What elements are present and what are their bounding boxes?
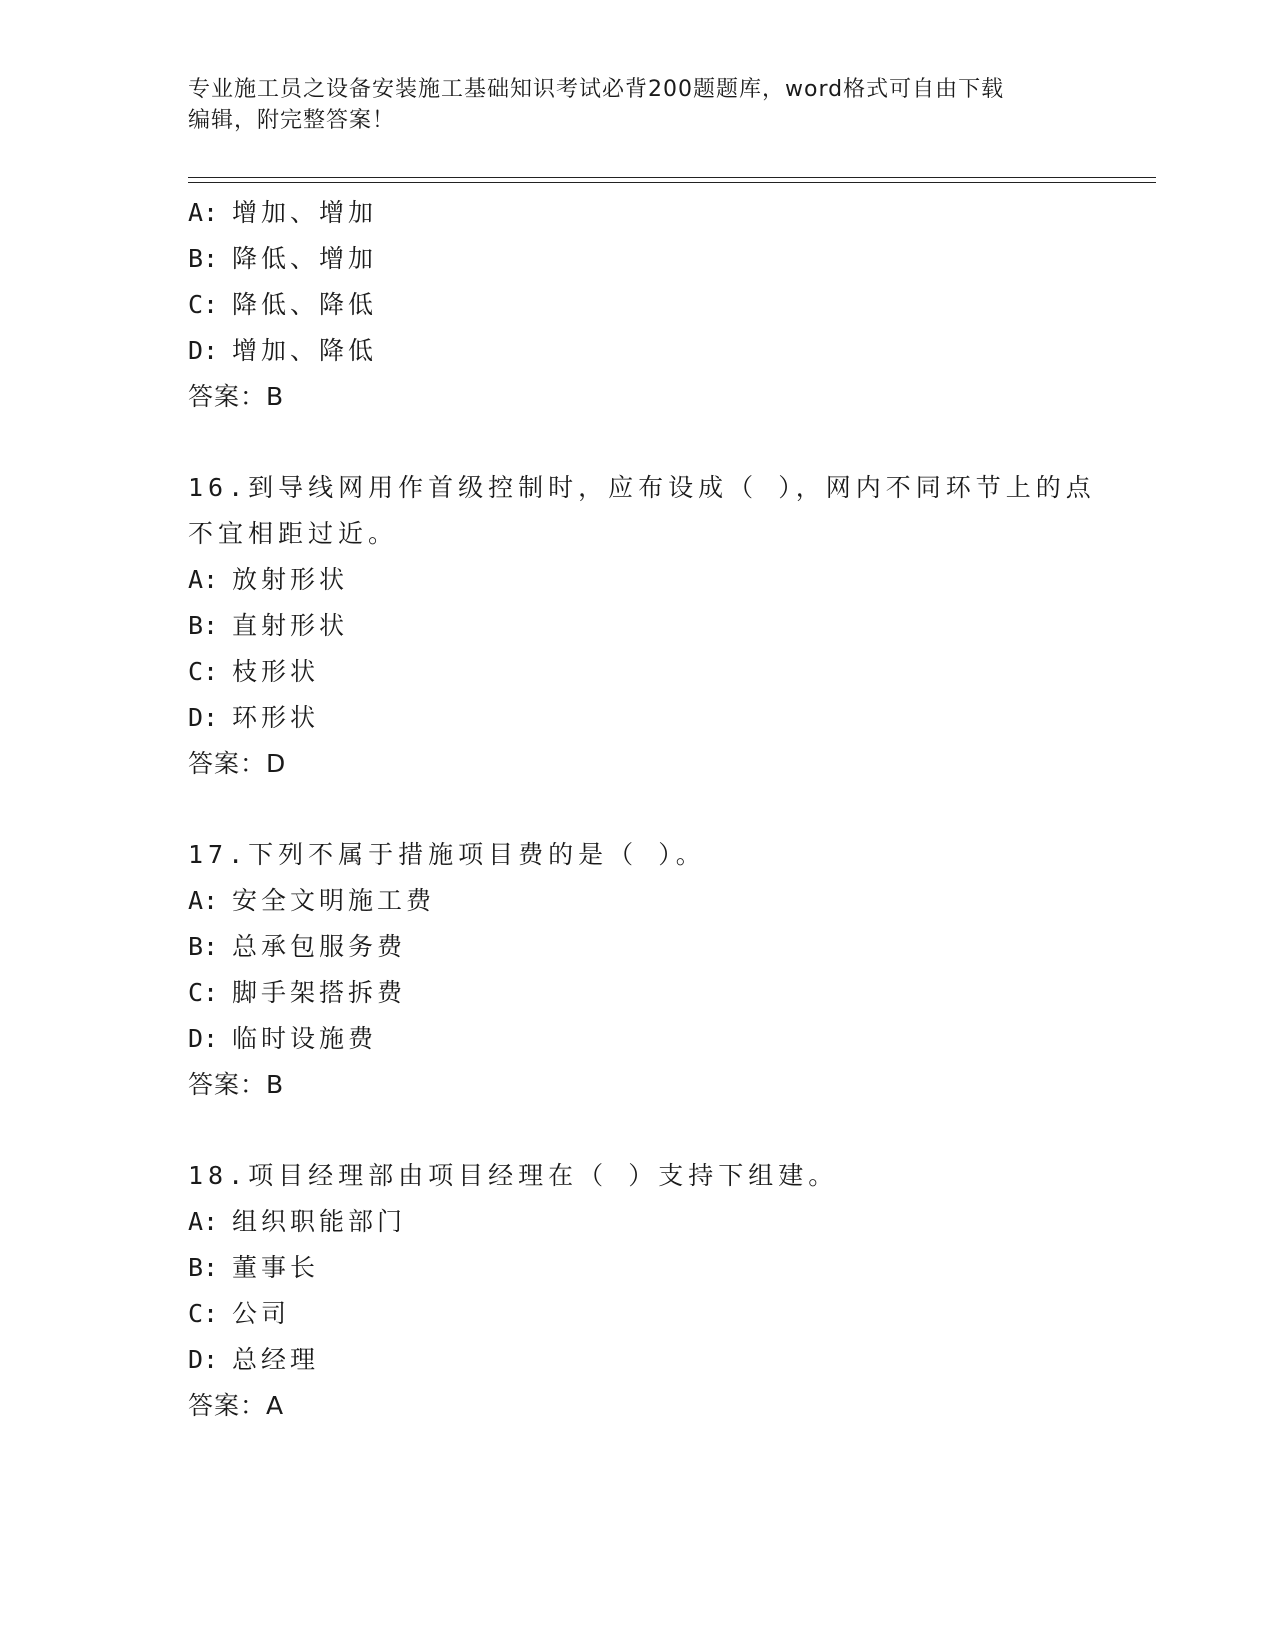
option-d: D: 环形状 (188, 703, 320, 732)
question-16 (188, 465, 1096, 787)
option-d: D: 增加、降低 (188, 336, 378, 365)
option-d: D: 总经理 (188, 1345, 320, 1374)
option-a: A: 放射形状 (188, 565, 349, 594)
question-17 (188, 832, 1088, 1108)
header-line-2: 编辑，附完整答案！ (188, 108, 396, 133)
question-text-continued: 不宜相距过近。 (188, 519, 399, 548)
option-c: C: 公司 (188, 1299, 291, 1328)
answer: 答案：B (188, 1070, 285, 1099)
question-18 (188, 1153, 1088, 1429)
option-c: C: 脚手架搭拆费 (188, 978, 407, 1007)
option-b: B: 降低、增加 (188, 244, 378, 273)
answer: 答案：D (188, 749, 287, 778)
option-a: A: 组织职能部门 (188, 1207, 407, 1236)
option-b: B: 总承包服务费 (188, 932, 407, 961)
option-d: D: 临时设施费 (188, 1024, 378, 1053)
answer: 答案：B (188, 382, 285, 411)
option-b: B: 直射形状 (188, 611, 349, 640)
header-divider-bottom (188, 182, 1156, 183)
option-b: B: 董事长 (188, 1253, 320, 1282)
option-a: A: 增加、增加 (188, 198, 378, 227)
answer: 答案：A (188, 1391, 285, 1420)
option-a: A: 安全文明施工费 (188, 886, 436, 915)
header-line-1: 专业施工员之设备安装施工基础知识考试必背200题题库，word格式可自由下载 (188, 77, 1005, 102)
question-text: 18.项目经理部由项目经理在（ ）支持下组建。 (188, 1161, 839, 1190)
option-c: C: 枝形状 (188, 657, 320, 686)
question-15 (188, 190, 1088, 420)
question-text: 16.到导线网用作首级控制时，应布设成（ ），网内不同环节上的点 (188, 473, 1096, 502)
document-header (188, 74, 1088, 136)
question-list (188, 190, 1096, 1429)
header-divider-top (188, 177, 1156, 178)
question-text: 17.下列不属于措施项目费的是（ ）。 (188, 840, 706, 869)
option-c: C: 降低、降低 (188, 290, 378, 319)
